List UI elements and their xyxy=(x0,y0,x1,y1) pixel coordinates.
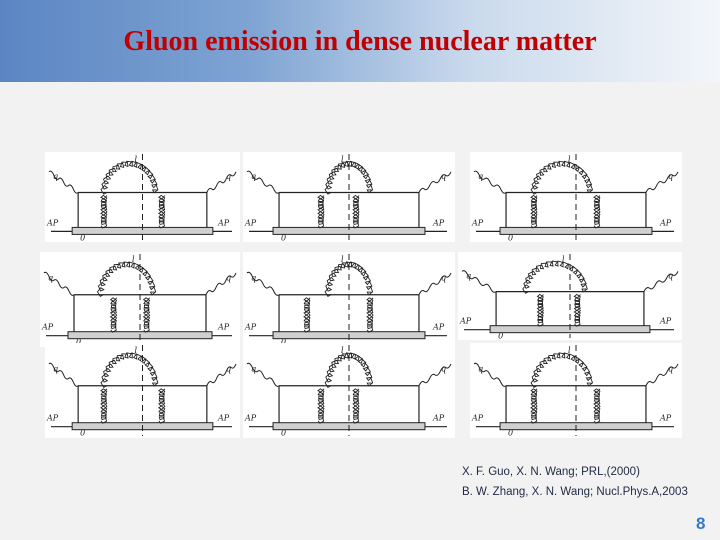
diagram-label: AP xyxy=(660,316,672,326)
feynman-diagram xyxy=(243,343,455,438)
diagram-label: q xyxy=(53,364,59,374)
feynman-diagram-panel xyxy=(243,152,455,242)
diagram-label: l xyxy=(562,255,565,264)
diagram-label: 0 xyxy=(498,331,504,340)
diagram-label: q xyxy=(441,172,447,181)
diagram-label: AP xyxy=(47,218,59,228)
feynman-diagram xyxy=(243,252,455,347)
reference-1: X. F. Guo, X. N. Wang; PRL,(2000) xyxy=(462,466,640,478)
feynman-diagram-panel xyxy=(45,343,240,438)
diagram-label: l xyxy=(341,155,344,164)
diagram-label: q xyxy=(668,271,674,281)
references xyxy=(462,462,688,502)
feynman-diagram-panel xyxy=(470,152,682,242)
diagram-label: AP xyxy=(47,413,59,423)
diagram-label: 0 xyxy=(80,428,86,438)
diagram-label: AP xyxy=(472,218,484,228)
diagram-label: q xyxy=(478,364,484,374)
diagram-label: AP xyxy=(218,413,230,423)
feynman-diagram-panel xyxy=(470,343,682,438)
feynman-diagram-panel xyxy=(45,152,240,242)
diagram-label: l xyxy=(568,346,571,355)
diagram-label: 0 xyxy=(281,428,287,438)
page-number: 8 xyxy=(696,514,706,533)
feynman-diagram xyxy=(40,252,240,347)
feynman-diagram xyxy=(470,343,682,438)
diagram-label: l xyxy=(568,155,571,164)
diagram-label: l xyxy=(341,346,344,355)
diagram-label: q xyxy=(251,172,257,181)
diagram-label: q xyxy=(226,364,232,374)
diagram-label: q xyxy=(668,172,674,181)
diagram-label: AP xyxy=(433,413,445,423)
feynman-diagram-panel xyxy=(40,252,240,347)
diagram-label: AP xyxy=(660,413,672,423)
diagram-label: AP xyxy=(218,322,230,332)
diagram-label: l xyxy=(132,255,135,264)
diagram-label: l xyxy=(341,255,344,264)
diagram-label: q xyxy=(251,364,257,374)
diagram-label: AP xyxy=(460,316,472,326)
feynman-diagram xyxy=(243,152,455,242)
feynman-diagram-panel xyxy=(458,252,682,340)
diagram-label: q xyxy=(48,273,54,283)
diagram-label: 0 xyxy=(80,233,86,242)
diagram-label: q xyxy=(441,273,447,283)
feynman-diagram xyxy=(45,343,240,438)
feynman-diagram-panel xyxy=(243,343,455,438)
diagram-label: 0 xyxy=(508,233,514,242)
diagram-label: q xyxy=(668,364,674,374)
diagram-label: AP xyxy=(660,218,672,228)
diagram-label: AP xyxy=(472,413,484,423)
feynman-diagram xyxy=(470,152,682,242)
diagram-label: q xyxy=(441,364,447,374)
diagram-label: 0 xyxy=(508,428,514,438)
diagram-label: AP xyxy=(433,218,445,228)
diagram-label: q xyxy=(226,273,232,283)
feynman-diagram-panel xyxy=(243,252,455,347)
diagram-label: AP xyxy=(218,218,230,228)
diagram-label: AP xyxy=(245,322,257,332)
feynman-diagram xyxy=(45,152,240,242)
diagram-label: q xyxy=(251,273,257,283)
diagram-label: AP xyxy=(42,322,54,332)
diagram-label: q xyxy=(53,172,59,181)
diagram-label: l xyxy=(134,346,138,355)
diagram-label: q xyxy=(478,172,484,181)
diagram-label: AP xyxy=(245,413,257,423)
feynman-diagram xyxy=(458,252,682,340)
slide-title: Gluon emission in dense nuclear matter xyxy=(123,26,597,57)
diagram-label: q xyxy=(466,271,472,281)
diagram-label: l xyxy=(134,155,138,164)
diagram-label: AP xyxy=(245,218,257,228)
diagram-label: q xyxy=(226,172,232,181)
diagram-label: 0 xyxy=(281,233,287,242)
reference-2: B. W. Zhang, X. N. Wang; Nucl.Phys.A,2003 xyxy=(462,486,688,498)
diagram-label: AP xyxy=(433,322,445,332)
